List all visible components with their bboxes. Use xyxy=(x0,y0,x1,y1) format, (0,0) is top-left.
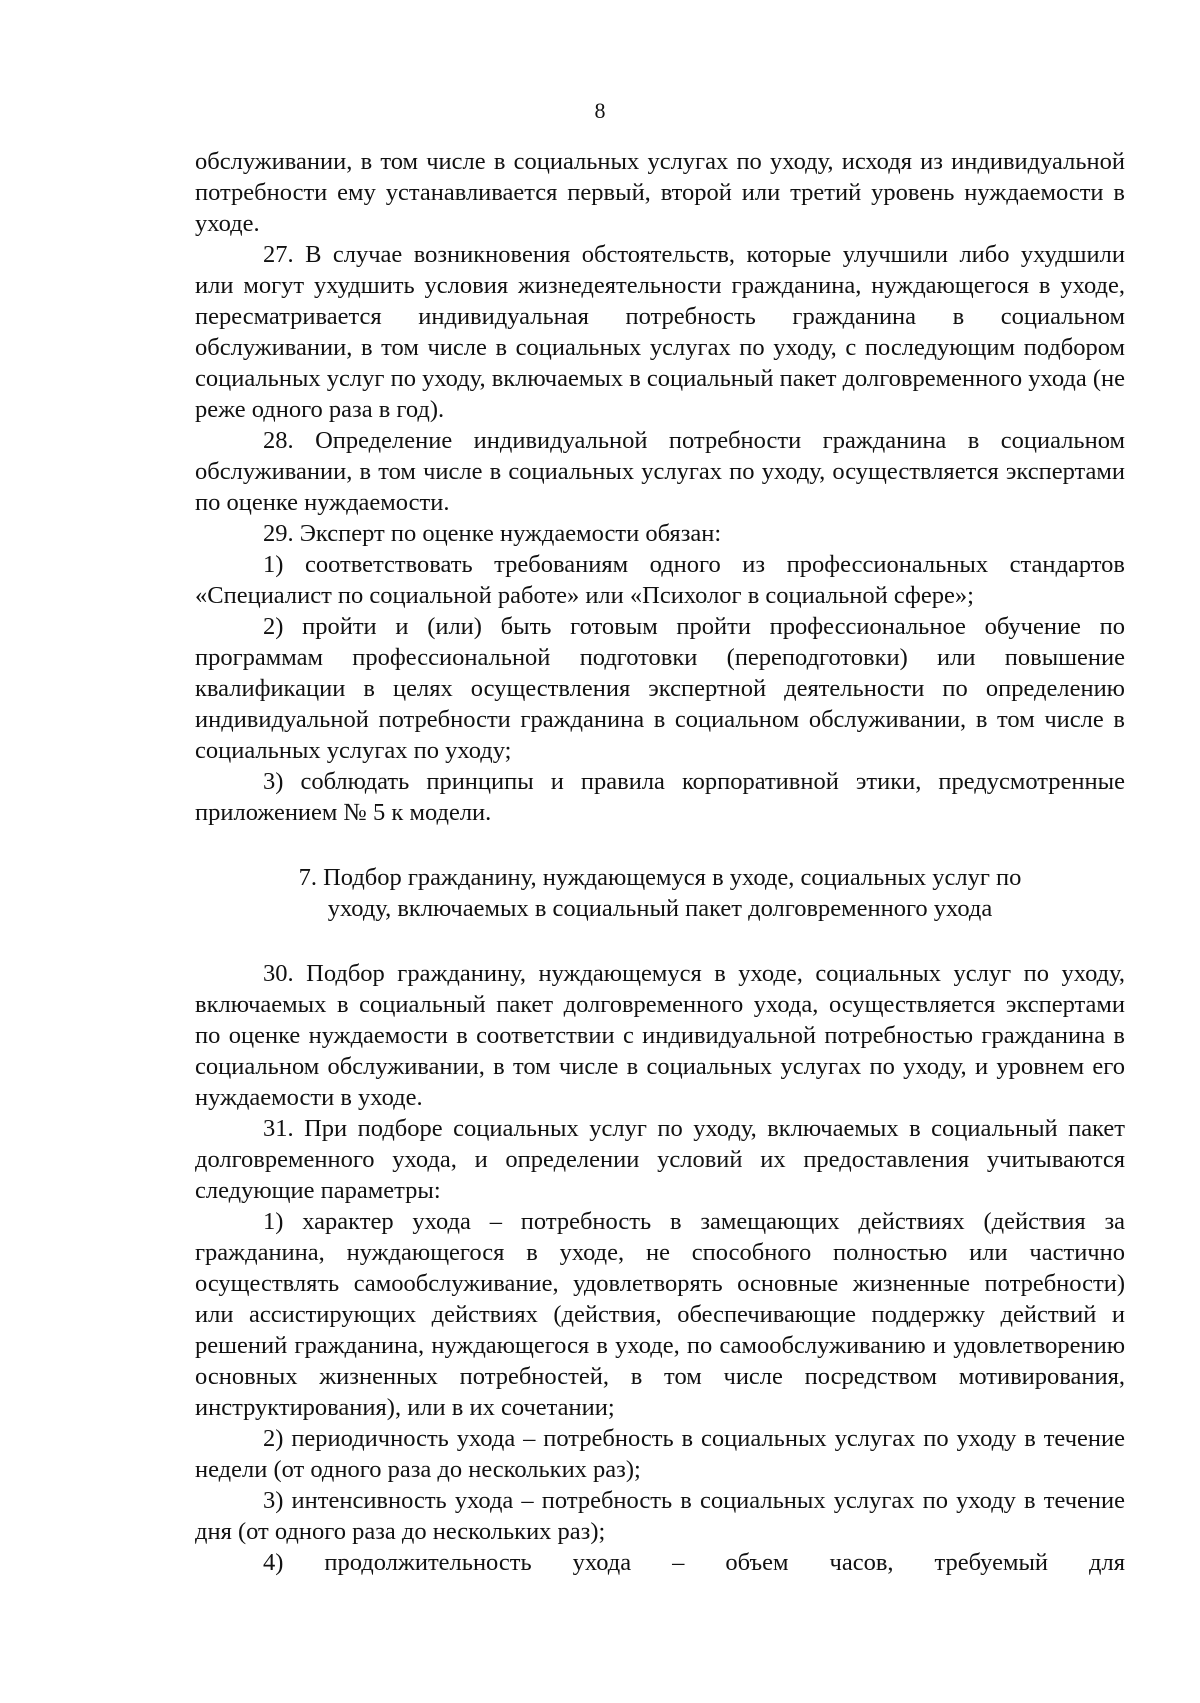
list-item-31-3: 3) интенсивность ухода – потребность в социальных услугах по уходу в течение дня (от одного раза до нескольких раз); xyxy=(195,1487,1125,1545)
paragraph-31: 31. При подборе социальных услуг по уходу, включаемых в социальный пакет долговременного ухода, и определении условий их предоставления учитываются следующие параметры: xyxy=(195,1115,1125,1204)
list-item-29-2: 2) пройти и (или) быть готовым пройти профессиональное обучение по программам профессиональной подготовки (переподготовки) или повышение квалификации в целях осуществления экспертной деятельности по определению индивидуальной потребности гражданина в социальном обслуживании, в том числе в социальных услугах по уходу; xyxy=(195,613,1125,764)
list-item-31-1: 1) характер ухода – потребность в замещающих действиях (действия за гражданина, нуждающегося в уходе, не способного полностью или частично осуществлять самообслуживание, удовлетворять основные жизненные потребности) или ассистирующих действиях (действия, обеспечивающие поддержку действий и решений гражданина, нуждающегося в уходе, по самообслуживанию и удовлетворению основных жизненных потребностей, в том числе посредством мотивирования, инструктирования), или в их сочетании; xyxy=(195,1208,1125,1421)
list-item-29-3: 3) соблюдать принципы и правила корпоративной этики, предусмотренные приложением № 5 к модели. xyxy=(195,768,1125,826)
paragraph-27: 27. В случае возникновения обстоятельств, которые улучшили либо ухудшили или могут ухудшить условия жизнедеятельности гражданина, нуждающегося в уходе, пересматривается индивидуальная потребность гражданина в социальном обслуживании, в том числе в социальных услугах по уходу, с последующим подбором социальных услуг по уходу, включаемых в социальный пакет долговременного ухода (не реже одного раза в год). xyxy=(195,241,1125,423)
list-item-31-4: 4) продолжительность ухода – объем часов, требуемый для xyxy=(263,1549,1125,1576)
paragraph-29: 29. Эксперт по оценке нуждаемости обязан: xyxy=(263,520,722,547)
page-number: 8 xyxy=(594,98,606,123)
section-heading: 7. Подбор гражданину, нуждающемуся в уходе, социальных услуг по уходу, включаемых в социальный пакет долговременного ухода xyxy=(298,864,1022,922)
list-item-31-2: 2) периодичность ухода – потребность в социальных услугах по уходу в течение недели (от одного раза до нескольких раз); xyxy=(195,1425,1125,1483)
document-body xyxy=(195,146,1125,1578)
paragraph-30: 30. Подбор гражданину, нуждающемуся в уходе, социальных услуг по уходу, включаемых в социальный пакет долговременного ухода, осуществляется экспертами по оценке нуждаемости в соответствии с индивидуальной потребностью гражданина в социальном обслуживании, в том числе в социальных услугах по уходу, и уровнем его нуждаемости в уходе. xyxy=(195,960,1125,1111)
list-item-29-1: 1) соответствовать требованиям одного из профессиональных стандартов «Специалист по социальной работе» или «Психолог в социальной сфере»; xyxy=(195,551,1125,609)
paragraph-28: 28. Определение индивидуальной потребности гражданина в социальном обслуживании, в том числе в социальных услугах по уходу, осуществляется экспертами по оценке нуждаемости. xyxy=(195,427,1125,516)
paragraph-continuation: обслуживании, в том числе в социальных услугах по уходу, исходя из индивидуальной потребности ему устанавливается первый, второй или третий уровень нуждаемости в уходе. xyxy=(195,148,1125,237)
